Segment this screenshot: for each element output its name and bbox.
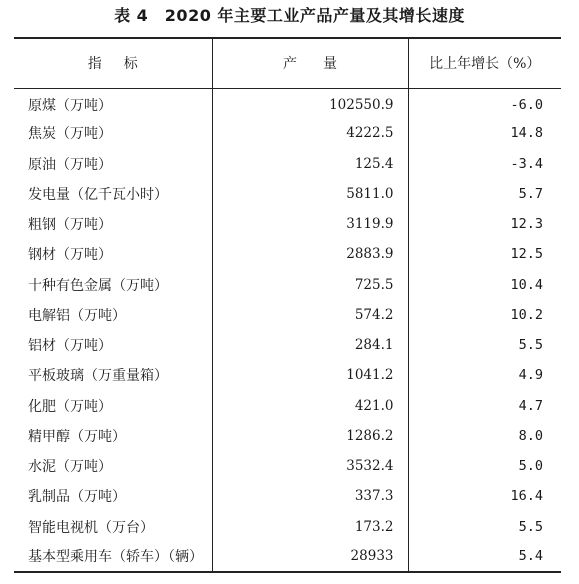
row-growth: 16.4 xyxy=(408,481,561,511)
table-row xyxy=(14,451,561,481)
row-output: 421.0 xyxy=(212,391,408,421)
row-name: 平板玻璃（万重量箱） xyxy=(28,368,168,385)
row-growth: -3.4 xyxy=(408,149,561,179)
table-title: 表 4 2020 年主要工业产品产量及其增长速度 xyxy=(114,6,465,25)
row-name: 基本型乘用车（轿车）（辆） xyxy=(14,542,212,572)
row-name: 粗钢（万吨） xyxy=(28,217,112,234)
row-growth: 5.7 xyxy=(408,179,561,209)
row-growth: 10.4 xyxy=(408,270,561,300)
row-output: 574.2 xyxy=(212,300,408,330)
table-row xyxy=(14,179,561,209)
row-output: 4222.5 xyxy=(212,118,408,148)
table-row xyxy=(14,300,561,330)
table-row xyxy=(14,209,561,239)
row-growth: 5.5 xyxy=(408,512,561,542)
table-row xyxy=(14,330,561,360)
row-name: 智能电视机（万台） xyxy=(28,519,154,536)
row-growth: 4.9 xyxy=(408,360,561,390)
row-growth: 5.0 xyxy=(408,451,561,481)
table-row xyxy=(14,270,561,300)
header-indicator: 指标 xyxy=(14,38,212,88)
table-row xyxy=(14,421,561,451)
row-output: 1041.2 xyxy=(212,360,408,390)
row-growth: -6.0 xyxy=(408,88,561,118)
row-output: 725.5 xyxy=(212,270,408,300)
row-name: 原煤（万吨） xyxy=(28,98,112,115)
row-output: 173.2 xyxy=(212,512,408,542)
row-name: 铝材（万吨） xyxy=(28,338,112,355)
row-growth: 10.2 xyxy=(408,300,561,330)
row-output: 28933 xyxy=(212,542,408,572)
row-growth: 5.4 xyxy=(408,542,561,572)
row-growth: 12.3 xyxy=(408,209,561,239)
row-name: 电解铝（万吨） xyxy=(28,307,126,324)
table-row xyxy=(14,512,561,542)
header-output: 产量 xyxy=(212,38,408,88)
row-growth: 5.5 xyxy=(408,330,561,360)
table-header-row xyxy=(14,38,561,88)
table-row xyxy=(14,391,561,421)
row-name: 原油（万吨） xyxy=(28,156,112,173)
row-name: 水泥（万吨） xyxy=(28,459,112,476)
table-row xyxy=(14,239,561,269)
row-name: 焦炭（万吨） xyxy=(28,126,112,143)
row-growth: 8.0 xyxy=(408,421,561,451)
row-name: 发电量（亿千瓦小时） xyxy=(28,186,168,203)
row-output: 3532.4 xyxy=(212,451,408,481)
row-output: 1286.2 xyxy=(212,421,408,451)
row-output: 337.3 xyxy=(212,481,408,511)
table-row xyxy=(14,149,561,179)
row-output: 125.4 xyxy=(212,149,408,179)
row-output: 102550.9 xyxy=(212,88,408,118)
row-output: 2883.9 xyxy=(212,239,408,269)
row-name: 化肥（万吨） xyxy=(28,398,112,415)
row-name: 乳制品（万吨） xyxy=(28,489,126,506)
table-row xyxy=(14,481,561,511)
row-output: 3119.9 xyxy=(212,209,408,239)
header-growth: 比上年增长（%） xyxy=(408,38,561,88)
industrial-output-table xyxy=(14,37,561,573)
table-row xyxy=(14,88,561,118)
row-output: 284.1 xyxy=(212,330,408,360)
row-growth: 12.5 xyxy=(408,239,561,269)
table-row xyxy=(14,118,561,148)
row-name: 精甲醇（万吨） xyxy=(28,428,126,445)
row-growth: 4.7 xyxy=(408,391,561,421)
row-name: 钢材（万吨） xyxy=(28,247,112,264)
row-growth: 14.8 xyxy=(408,118,561,148)
row-name: 十种有色金属（万吨） xyxy=(28,277,168,294)
table-row xyxy=(14,360,561,390)
row-output: 5811.0 xyxy=(212,179,408,209)
table-row xyxy=(14,542,561,572)
